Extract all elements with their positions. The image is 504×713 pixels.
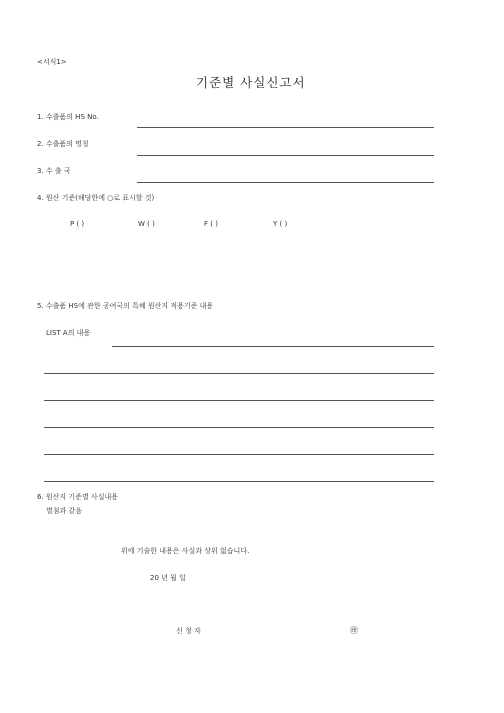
export-country-field[interactable] <box>137 182 434 183</box>
origin-criteria-label: 4. 원산 기준(해당한에 ○로 표시할 것) <box>37 194 155 202</box>
criteria-y[interactable]: Y ( ) <box>273 220 288 228</box>
product-name-field[interactable] <box>137 155 434 156</box>
list-a-label: LIST A의 내용 <box>46 329 91 337</box>
page-title: 기준별 사실신고서 <box>196 75 306 90</box>
criteria-f[interactable]: F ( ) <box>204 220 218 228</box>
seal-icon: ㊞ <box>350 626 358 635</box>
rule-line[interactable] <box>44 454 434 455</box>
date-line[interactable]: 20 년 월 일 <box>150 574 186 582</box>
form-code: <서식1> <box>37 58 67 66</box>
list-a-field[interactable] <box>112 346 434 347</box>
rule-line[interactable] <box>44 373 434 374</box>
rule-line[interactable] <box>44 481 434 482</box>
rule-line[interactable] <box>44 400 434 401</box>
criteria-p[interactable]: P ( ) <box>70 220 85 228</box>
applicant-label: 신 청 자 <box>176 627 201 635</box>
product-name-label: 2. 수출품의 명칭 <box>37 140 89 148</box>
declaration-text: 위에 기술한 내용은 사실과 상위 없습니다. <box>121 547 250 555</box>
origin-facts-label: 6. 원산지 기준별 사실내용 <box>37 493 118 501</box>
export-country-label: 3. 수 출 국 <box>37 167 71 175</box>
hs-special-rule-label: 5. 수출품 HS에 관한 공여국의 특혜 원산지 적용기준 내용 <box>37 302 214 310</box>
attachment-note: 별첨과 같음 <box>46 507 83 515</box>
hs-no-field[interactable] <box>137 127 434 128</box>
hs-no-label: 1. 수출품의 HS No. <box>37 113 99 121</box>
criteria-w[interactable]: W ( ) <box>138 220 155 228</box>
rule-line[interactable] <box>44 427 434 428</box>
